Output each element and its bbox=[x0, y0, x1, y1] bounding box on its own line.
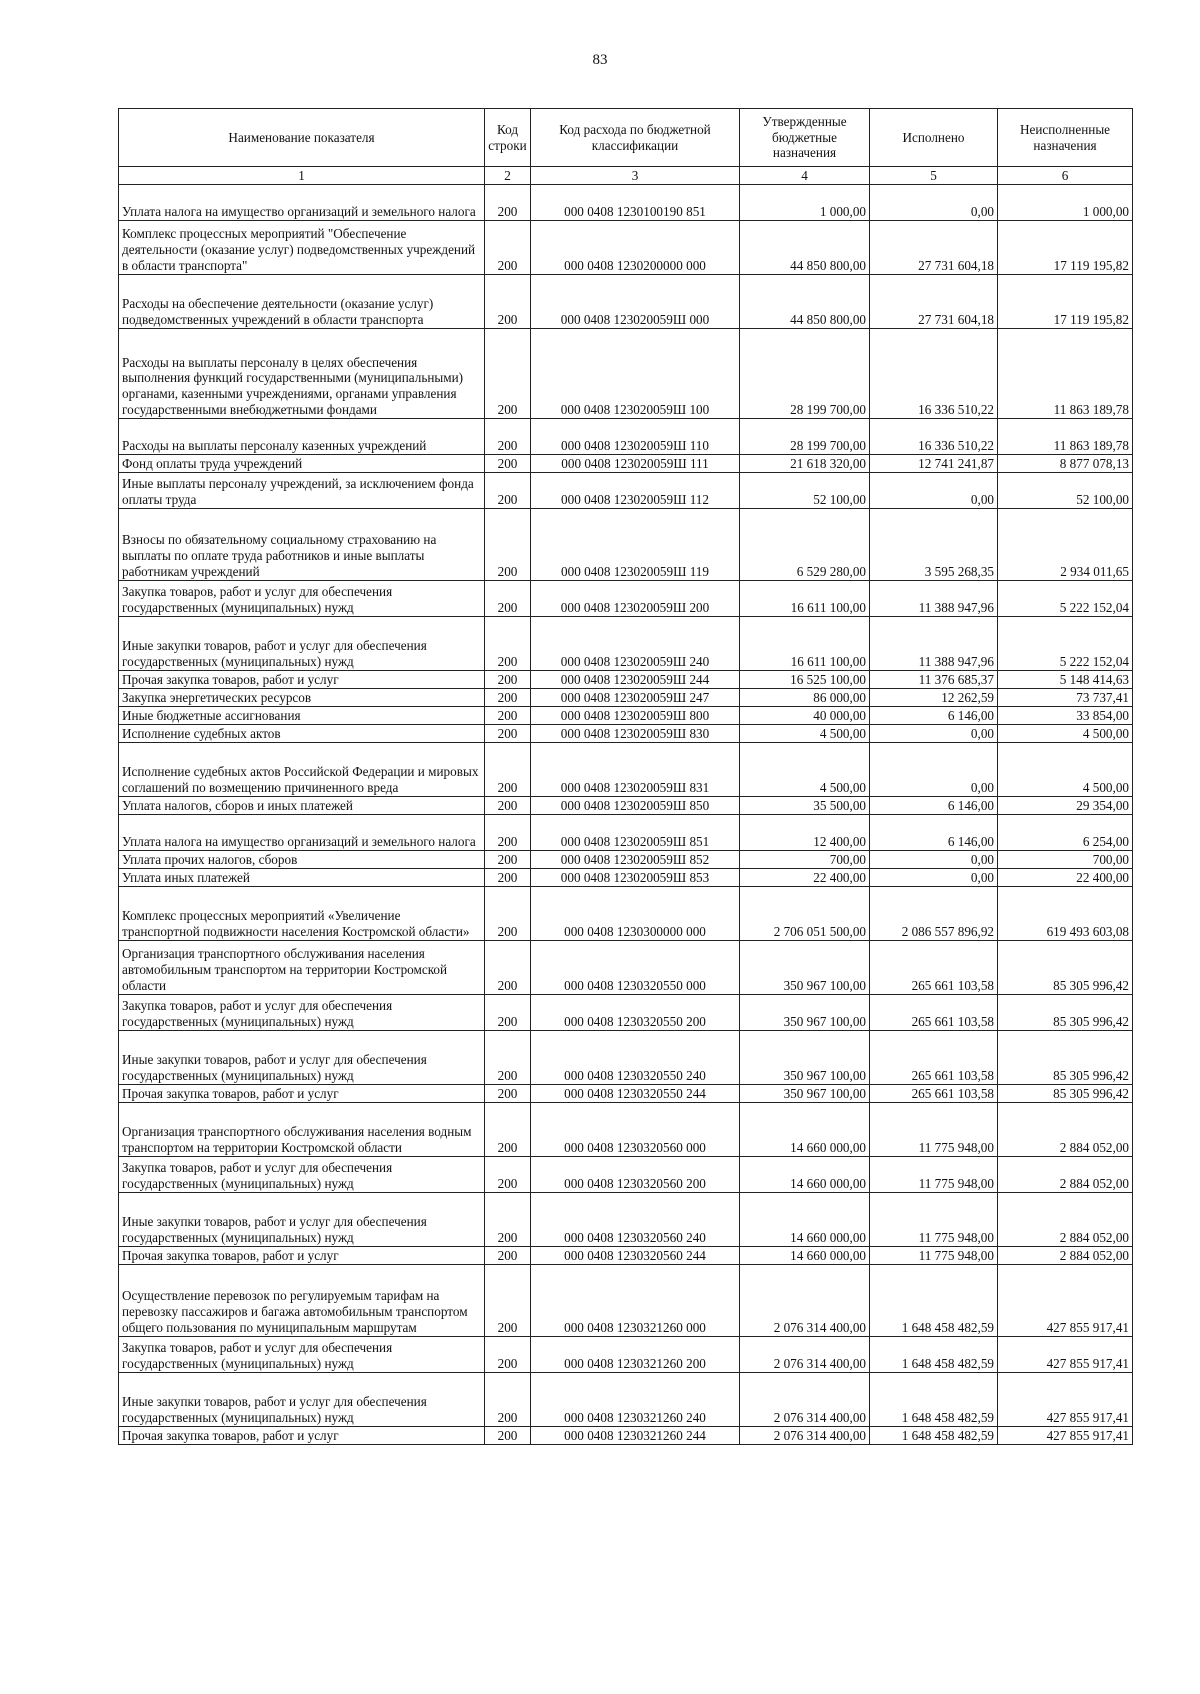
table-row bbox=[119, 851, 1133, 869]
row-line-code: 200 bbox=[485, 1031, 531, 1085]
row-unexecuted: 8 877 078,13 bbox=[998, 455, 1133, 473]
row-name: Иные бюджетные ассигнования bbox=[119, 707, 485, 725]
row-name: Прочая закупка товаров, работ и услуг bbox=[119, 1085, 485, 1103]
column-number-row bbox=[119, 167, 1133, 185]
row-executed: 11 388 947,96 bbox=[870, 617, 998, 671]
row-unexecuted: 5 222 152,04 bbox=[998, 581, 1133, 617]
row-name: Закупка товаров, работ и услуг для обеспечения государственных (муниципальных) нужд bbox=[119, 1157, 485, 1193]
row-expense-code: 000 0408 1230321260 244 bbox=[531, 1427, 740, 1445]
row-expense-code: 000 0408 123020059Ш 200 bbox=[531, 581, 740, 617]
row-approved: 16 611 100,00 bbox=[740, 581, 870, 617]
table-row bbox=[119, 725, 1133, 743]
table-row bbox=[119, 455, 1133, 473]
row-expense-code: 000 0408 123020059Ш 000 bbox=[531, 275, 740, 329]
table-row bbox=[119, 1337, 1133, 1373]
row-executed: 16 336 510,22 bbox=[870, 329, 998, 419]
row-name: Уплата налогов, сборов и иных платежей bbox=[119, 797, 485, 815]
column-number: 5 bbox=[870, 167, 998, 185]
row-executed: 265 661 103,58 bbox=[870, 1085, 998, 1103]
row-approved: 22 400,00 bbox=[740, 869, 870, 887]
table-row bbox=[119, 815, 1133, 851]
row-expense-code: 000 0408 123020059Ш 830 bbox=[531, 725, 740, 743]
table-row bbox=[119, 689, 1133, 707]
row-executed: 12 741 241,87 bbox=[870, 455, 998, 473]
row-approved: 350 967 100,00 bbox=[740, 995, 870, 1031]
row-line-code: 200 bbox=[485, 887, 531, 941]
row-approved: 14 660 000,00 bbox=[740, 1193, 870, 1247]
row-expense-code: 000 0408 1230100190 851 bbox=[531, 185, 740, 221]
row-approved: 12 400,00 bbox=[740, 815, 870, 851]
column-number: 3 bbox=[531, 167, 740, 185]
row-line-code: 200 bbox=[485, 185, 531, 221]
row-expense-code: 000 0408 123020059Ш 247 bbox=[531, 689, 740, 707]
row-unexecuted: 427 855 917,41 bbox=[998, 1427, 1133, 1445]
row-approved: 2 076 314 400,00 bbox=[740, 1427, 870, 1445]
row-executed: 0,00 bbox=[870, 743, 998, 797]
row-approved: 52 100,00 bbox=[740, 473, 870, 509]
row-executed: 1 648 458 482,59 bbox=[870, 1265, 998, 1337]
table-body bbox=[119, 185, 1133, 1445]
row-line-code: 200 bbox=[485, 743, 531, 797]
row-expense-code: 000 0408 123020059Ш 112 bbox=[531, 473, 740, 509]
row-line-code: 200 bbox=[485, 941, 531, 995]
row-name: Фонд оплаты труда учреждений bbox=[119, 455, 485, 473]
row-name: Иные закупки товаров, работ и услуг для обеспечения государственных (муниципальных) нужд bbox=[119, 1373, 485, 1427]
row-approved: 700,00 bbox=[740, 851, 870, 869]
row-expense-code: 000 0408 1230320560 240 bbox=[531, 1193, 740, 1247]
row-line-code: 200 bbox=[485, 1157, 531, 1193]
row-name: Иные закупки товаров, работ и услуг для обеспечения государственных (муниципальных) нужд bbox=[119, 1193, 485, 1247]
row-name: Иные закупки товаров, работ и услуг для обеспечения государственных (муниципальных) нужд bbox=[119, 617, 485, 671]
row-executed: 16 336 510,22 bbox=[870, 419, 998, 455]
row-executed: 27 731 604,18 bbox=[870, 221, 998, 275]
table-row bbox=[119, 887, 1133, 941]
row-approved: 2 706 051 500,00 bbox=[740, 887, 870, 941]
header-line-code: Код строки bbox=[485, 109, 531, 167]
row-unexecuted: 700,00 bbox=[998, 851, 1133, 869]
row-unexecuted: 4 500,00 bbox=[998, 725, 1133, 743]
row-unexecuted: 6 254,00 bbox=[998, 815, 1133, 851]
column-number: 4 bbox=[740, 167, 870, 185]
row-unexecuted: 11 863 189,78 bbox=[998, 419, 1133, 455]
row-approved: 21 618 320,00 bbox=[740, 455, 870, 473]
row-name: Иные выплаты персоналу учреждений, за исключением фонда оплаты труда bbox=[119, 473, 485, 509]
row-executed: 11 775 948,00 bbox=[870, 1247, 998, 1265]
row-executed: 11 775 948,00 bbox=[870, 1157, 998, 1193]
table-row bbox=[119, 797, 1133, 815]
budget-execution-table bbox=[118, 108, 1133, 1445]
row-executed: 6 146,00 bbox=[870, 707, 998, 725]
row-unexecuted: 2 884 052,00 bbox=[998, 1193, 1133, 1247]
row-line-code: 200 bbox=[485, 797, 531, 815]
row-name: Уплата прочих налогов, сборов bbox=[119, 851, 485, 869]
row-unexecuted: 4 500,00 bbox=[998, 743, 1133, 797]
row-executed: 0,00 bbox=[870, 851, 998, 869]
header-executed: Исполнено bbox=[870, 109, 998, 167]
row-unexecuted: 5 222 152,04 bbox=[998, 617, 1133, 671]
row-expense-code: 000 0408 123020059Ш 119 bbox=[531, 509, 740, 581]
table-row bbox=[119, 1427, 1133, 1445]
row-expense-code: 000 0408 123020059Ш 831 bbox=[531, 743, 740, 797]
row-line-code: 200 bbox=[485, 419, 531, 455]
row-name: Закупка энергетических ресурсов bbox=[119, 689, 485, 707]
row-expense-code: 000 0408 123020059Ш 852 bbox=[531, 851, 740, 869]
row-line-code: 200 bbox=[485, 689, 531, 707]
row-unexecuted: 22 400,00 bbox=[998, 869, 1133, 887]
row-expense-code: 000 0408 123020059Ш 851 bbox=[531, 815, 740, 851]
row-name: Уплата налога на имущество организаций и земельного налога bbox=[119, 815, 485, 851]
row-line-code: 200 bbox=[485, 995, 531, 1031]
row-unexecuted: 427 855 917,41 bbox=[998, 1265, 1133, 1337]
row-expense-code: 000 0408 1230320550 000 bbox=[531, 941, 740, 995]
row-executed: 12 262,59 bbox=[870, 689, 998, 707]
table-row bbox=[119, 1193, 1133, 1247]
row-executed: 265 661 103,58 bbox=[870, 941, 998, 995]
row-name: Расходы на обеспечение деятельности (оказание услуг) подведомственных учреждений в области транспорта bbox=[119, 275, 485, 329]
row-unexecuted: 85 305 996,42 bbox=[998, 1031, 1133, 1085]
row-executed: 0,00 bbox=[870, 185, 998, 221]
column-number: 1 bbox=[119, 167, 485, 185]
row-approved: 4 500,00 bbox=[740, 725, 870, 743]
row-expense-code: 000 0408 123020059Ш 244 bbox=[531, 671, 740, 689]
row-executed: 265 661 103,58 bbox=[870, 1031, 998, 1085]
row-unexecuted: 427 855 917,41 bbox=[998, 1337, 1133, 1373]
row-line-code: 200 bbox=[485, 1103, 531, 1157]
row-executed: 1 648 458 482,59 bbox=[870, 1373, 998, 1427]
row-approved: 14 660 000,00 bbox=[740, 1103, 870, 1157]
table-row bbox=[119, 617, 1133, 671]
row-name: Комплекс процессных мероприятий «Увеличение транспортной подвижности населения Костромской области» bbox=[119, 887, 485, 941]
row-name: Прочая закупка товаров, работ и услуг bbox=[119, 1427, 485, 1445]
row-unexecuted: 619 493 603,08 bbox=[998, 887, 1133, 941]
row-executed: 0,00 bbox=[870, 869, 998, 887]
row-executed: 6 146,00 bbox=[870, 815, 998, 851]
row-executed: 27 731 604,18 bbox=[870, 275, 998, 329]
row-name: Организация транспортного обслуживания населения водным транспортом на территории Костромской области bbox=[119, 1103, 485, 1157]
row-line-code: 200 bbox=[485, 455, 531, 473]
row-line-code: 200 bbox=[485, 707, 531, 725]
row-expense-code: 000 0408 1230321260 000 bbox=[531, 1265, 740, 1337]
row-unexecuted: 2 934 011,65 bbox=[998, 509, 1133, 581]
table-row bbox=[119, 707, 1133, 725]
row-unexecuted: 5 148 414,63 bbox=[998, 671, 1133, 689]
row-line-code: 200 bbox=[485, 851, 531, 869]
row-approved: 86 000,00 bbox=[740, 689, 870, 707]
header-name: Наименование показателя bbox=[119, 109, 485, 167]
row-expense-code: 000 0408 123020059Ш 240 bbox=[531, 617, 740, 671]
row-approved: 40 000,00 bbox=[740, 707, 870, 725]
row-name: Организация транспортного обслуживания населения автомобильным транспортом на территории Костромской области bbox=[119, 941, 485, 995]
row-expense-code: 000 0408 1230320560 000 bbox=[531, 1103, 740, 1157]
row-name: Закупка товаров, работ и услуг для обеспечения государственных (муниципальных) нужд bbox=[119, 995, 485, 1031]
row-unexecuted: 2 884 052,00 bbox=[998, 1103, 1133, 1157]
row-line-code: 200 bbox=[485, 671, 531, 689]
header-expense-code: Код расхода по бюджетной классификации bbox=[531, 109, 740, 167]
row-unexecuted: 2 884 052,00 bbox=[998, 1157, 1133, 1193]
row-line-code: 200 bbox=[485, 815, 531, 851]
row-expense-code: 000 0408 123020059Ш 111 bbox=[531, 455, 740, 473]
table-row bbox=[119, 743, 1133, 797]
row-line-code: 200 bbox=[485, 1373, 531, 1427]
table-row bbox=[119, 941, 1133, 995]
row-expense-code: 000 0408 123020059Ш 850 bbox=[531, 797, 740, 815]
row-executed: 265 661 103,58 bbox=[870, 995, 998, 1031]
page-number: 83 bbox=[592, 52, 608, 68]
row-unexecuted: 17 119 195,82 bbox=[998, 221, 1133, 275]
row-unexecuted: 73 737,41 bbox=[998, 689, 1133, 707]
row-line-code: 200 bbox=[485, 1085, 531, 1103]
table-row bbox=[119, 869, 1133, 887]
table-row bbox=[119, 329, 1133, 419]
row-unexecuted: 52 100,00 bbox=[998, 473, 1133, 509]
row-executed: 2 086 557 896,92 bbox=[870, 887, 998, 941]
row-unexecuted: 85 305 996,42 bbox=[998, 995, 1133, 1031]
row-unexecuted: 33 854,00 bbox=[998, 707, 1133, 725]
row-executed: 11 388 947,96 bbox=[870, 581, 998, 617]
row-approved: 28 199 700,00 bbox=[740, 419, 870, 455]
row-approved: 14 660 000,00 bbox=[740, 1247, 870, 1265]
table-row bbox=[119, 995, 1133, 1031]
row-name: Расходы на выплаты персоналу в целях обеспечения выполнения функций государственными (муниципальными) органами, казенными учреждениями, органами управления государственными внебюджетными фондами bbox=[119, 329, 485, 419]
row-approved: 14 660 000,00 bbox=[740, 1157, 870, 1193]
row-name: Взносы по обязательному социальному страхованию на выплаты по оплате труда работников и иные выплаты работникам учреждений bbox=[119, 509, 485, 581]
row-expense-code: 000 0408 1230321260 200 bbox=[531, 1337, 740, 1373]
row-executed: 0,00 bbox=[870, 725, 998, 743]
row-line-code: 200 bbox=[485, 473, 531, 509]
row-line-code: 200 bbox=[485, 581, 531, 617]
row-name: Уплата налога на имущество организаций и земельного налога bbox=[119, 185, 485, 221]
row-unexecuted: 17 119 195,82 bbox=[998, 275, 1133, 329]
row-approved: 2 076 314 400,00 bbox=[740, 1337, 870, 1373]
row-executed: 11 775 948,00 bbox=[870, 1103, 998, 1157]
row-line-code: 200 bbox=[485, 1427, 531, 1445]
row-expense-code: 000 0408 123020059Ш 100 bbox=[531, 329, 740, 419]
column-number: 2 bbox=[485, 167, 531, 185]
row-expense-code: 000 0408 1230320550 240 bbox=[531, 1031, 740, 1085]
row-executed: 0,00 bbox=[870, 473, 998, 509]
row-name: Исполнение судебных актов bbox=[119, 725, 485, 743]
row-line-code: 200 bbox=[485, 1193, 531, 1247]
table-row bbox=[119, 581, 1133, 617]
row-executed: 11 775 948,00 bbox=[870, 1193, 998, 1247]
table-row bbox=[119, 1265, 1133, 1337]
row-name: Иные закупки товаров, работ и услуг для обеспечения государственных (муниципальных) нужд bbox=[119, 1031, 485, 1085]
row-approved: 2 076 314 400,00 bbox=[740, 1373, 870, 1427]
row-unexecuted: 1 000,00 bbox=[998, 185, 1133, 221]
table-row bbox=[119, 221, 1133, 275]
row-expense-code: 000 0408 1230320560 244 bbox=[531, 1247, 740, 1265]
table-row bbox=[119, 1157, 1133, 1193]
header-approved: Утвержденные бюджетные назначения bbox=[740, 109, 870, 167]
row-approved: 350 967 100,00 bbox=[740, 941, 870, 995]
row-expense-code: 000 0408 1230200000 000 bbox=[531, 221, 740, 275]
row-expense-code: 000 0408 1230320550 200 bbox=[531, 995, 740, 1031]
row-expense-code: 000 0408 123020059Ш 800 bbox=[531, 707, 740, 725]
column-number: 6 bbox=[998, 167, 1133, 185]
row-name: Прочая закупка товаров, работ и услуг bbox=[119, 671, 485, 689]
row-line-code: 200 bbox=[485, 1247, 531, 1265]
row-expense-code: 000 0408 123020059Ш 110 bbox=[531, 419, 740, 455]
row-expense-code: 000 0408 1230320560 200 bbox=[531, 1157, 740, 1193]
row-name: Уплата иных платежей bbox=[119, 869, 485, 887]
row-line-code: 200 bbox=[485, 329, 531, 419]
row-executed: 1 648 458 482,59 bbox=[870, 1427, 998, 1445]
row-unexecuted: 2 884 052,00 bbox=[998, 1247, 1133, 1265]
table-row bbox=[119, 1103, 1133, 1157]
row-name: Прочая закупка товаров, работ и услуг bbox=[119, 1247, 485, 1265]
row-approved: 4 500,00 bbox=[740, 743, 870, 797]
row-line-code: 200 bbox=[485, 869, 531, 887]
row-approved: 350 967 100,00 bbox=[740, 1085, 870, 1103]
table-row bbox=[119, 509, 1133, 581]
row-name: Комплекс процессных мероприятий "Обеспечение деятельности (оказание услуг) подведомственных учреждений в области транспорта" bbox=[119, 221, 485, 275]
row-unexecuted: 29 354,00 bbox=[998, 797, 1133, 815]
table-row bbox=[119, 1373, 1133, 1427]
row-name: Исполнение судебных актов Российской Федерации и мировых соглашений по возмещению причиненного вреда bbox=[119, 743, 485, 797]
row-line-code: 200 bbox=[485, 275, 531, 329]
row-approved: 35 500,00 bbox=[740, 797, 870, 815]
row-unexecuted: 11 863 189,78 bbox=[998, 329, 1133, 419]
row-line-code: 200 bbox=[485, 1337, 531, 1373]
row-approved: 6 529 280,00 bbox=[740, 509, 870, 581]
row-line-code: 200 bbox=[485, 617, 531, 671]
row-approved: 2 076 314 400,00 bbox=[740, 1265, 870, 1337]
row-line-code: 200 bbox=[485, 509, 531, 581]
table-row bbox=[119, 185, 1133, 221]
row-approved: 16 611 100,00 bbox=[740, 617, 870, 671]
table-row bbox=[119, 1247, 1133, 1265]
row-expense-code: 000 0408 1230300000 000 bbox=[531, 887, 740, 941]
table-row bbox=[119, 671, 1133, 689]
row-unexecuted: 85 305 996,42 bbox=[998, 1085, 1133, 1103]
row-line-code: 200 bbox=[485, 1265, 531, 1337]
table-row bbox=[119, 275, 1133, 329]
row-expense-code: 000 0408 1230320550 244 bbox=[531, 1085, 740, 1103]
table-row bbox=[119, 1085, 1133, 1103]
row-name: Закупка товаров, работ и услуг для обеспечения государственных (муниципальных) нужд bbox=[119, 1337, 485, 1373]
header-unexecuted: Неисполненные назначения bbox=[998, 109, 1133, 167]
row-line-code: 200 bbox=[485, 221, 531, 275]
row-approved: 44 850 800,00 bbox=[740, 221, 870, 275]
row-executed: 3 595 268,35 bbox=[870, 509, 998, 581]
row-name: Расходы на выплаты персоналу казенных учреждений bbox=[119, 419, 485, 455]
row-approved: 28 199 700,00 bbox=[740, 329, 870, 419]
row-expense-code: 000 0408 123020059Ш 853 bbox=[531, 869, 740, 887]
row-name: Закупка товаров, работ и услуг для обеспечения государственных (муниципальных) нужд bbox=[119, 581, 485, 617]
table-row bbox=[119, 473, 1133, 509]
row-executed: 11 376 685,37 bbox=[870, 671, 998, 689]
row-unexecuted: 85 305 996,42 bbox=[998, 941, 1133, 995]
row-line-code: 200 bbox=[485, 725, 531, 743]
row-name: Осуществление перевозок по регулируемым тарифам на перевозку пассажиров и багажа автомобильным транспортом общего пользования по муниципальным маршрутам bbox=[119, 1265, 485, 1337]
row-executed: 6 146,00 bbox=[870, 797, 998, 815]
table-row bbox=[119, 1031, 1133, 1085]
row-approved: 350 967 100,00 bbox=[740, 1031, 870, 1085]
row-expense-code: 000 0408 1230321260 240 bbox=[531, 1373, 740, 1427]
row-approved: 44 850 800,00 bbox=[740, 275, 870, 329]
table-row bbox=[119, 419, 1133, 455]
row-executed: 1 648 458 482,59 bbox=[870, 1337, 998, 1373]
row-unexecuted: 427 855 917,41 bbox=[998, 1373, 1133, 1427]
row-approved: 1 000,00 bbox=[740, 185, 870, 221]
row-approved: 16 525 100,00 bbox=[740, 671, 870, 689]
